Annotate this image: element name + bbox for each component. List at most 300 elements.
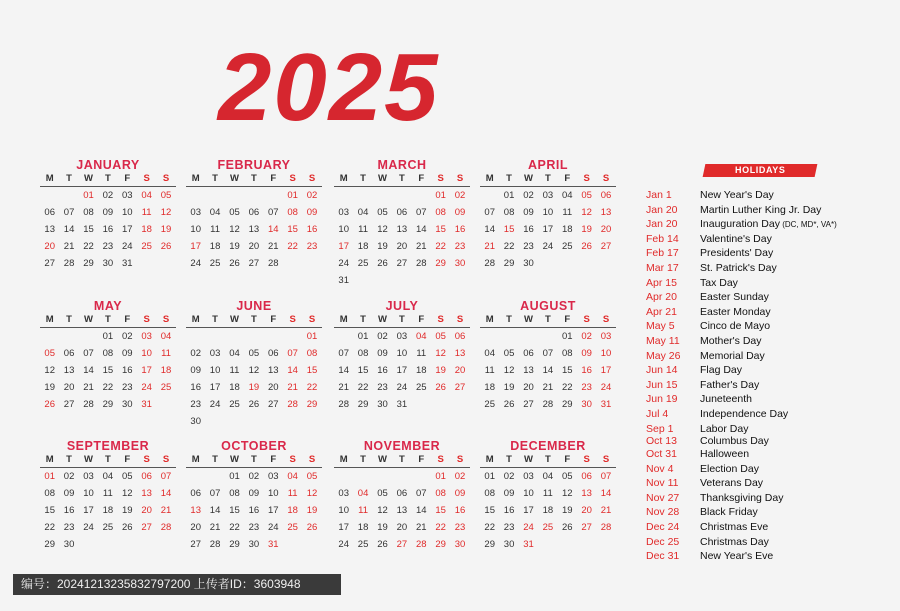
day-cell: 15: [561, 365, 573, 376]
day-cell: 25: [484, 399, 495, 410]
day-cell: 24: [523, 522, 534, 533]
day-cell: 30: [377, 399, 388, 410]
empty-cell: [480, 328, 499, 345]
day-cell: 11: [562, 207, 573, 218]
day-cell: 11: [358, 505, 369, 516]
day-cell: 14: [209, 505, 221, 516]
empty-cell: [392, 272, 411, 289]
empty-cell: [137, 536, 156, 553]
day-cell: 25: [141, 241, 152, 252]
day-cell: 05: [377, 207, 388, 218]
day-cell: 23: [306, 241, 318, 252]
day-cell: 19: [377, 241, 388, 252]
empty-cell: [450, 272, 469, 289]
day-cell: 16: [121, 365, 133, 376]
month-july: [334, 299, 470, 413]
weekday-header: [186, 173, 322, 187]
week-row: [480, 362, 616, 379]
weekday-label: S: [437, 314, 444, 325]
day-cell: 13: [396, 505, 408, 516]
week-row: [40, 221, 176, 238]
day-cell: 05: [44, 348, 55, 359]
day-cell: 14: [160, 488, 172, 499]
holiday-row: [646, 349, 896, 364]
holiday-row: [646, 188, 896, 203]
weekday-label: M: [45, 314, 54, 325]
week-row: [186, 536, 322, 553]
holiday-date: Nov 4: [646, 462, 674, 475]
day-cell: 02: [102, 190, 114, 201]
empty-cell: [79, 536, 98, 553]
month-february: [186, 158, 322, 272]
day-cell: 01: [435, 471, 446, 482]
day-cell: 10: [190, 224, 201, 235]
day-cell: 01: [306, 331, 318, 342]
weekday-label: S: [437, 454, 444, 465]
day-cell: 19: [121, 505, 133, 516]
holiday-name: [700, 349, 765, 364]
holiday-name: [700, 549, 773, 564]
week-row: [186, 519, 322, 536]
holiday-date: May 5: [646, 320, 675, 333]
holiday-row: [646, 276, 896, 291]
empty-cell: [156, 536, 175, 553]
weekday-header: [334, 173, 470, 187]
empty-cell: [98, 536, 117, 553]
day-cell: 05: [229, 207, 240, 218]
holiday-row: [646, 549, 896, 564]
day-cell: 17: [338, 522, 349, 533]
weekday-label: M: [191, 173, 200, 184]
day-cell: 15: [306, 365, 318, 376]
day-cell: 17: [542, 224, 554, 235]
watermark-footer: 编号：20241213235832797200 上传者ID：3603948: [13, 574, 341, 595]
day-cell: 03: [190, 207, 201, 218]
empty-cell: [186, 187, 205, 204]
day-cell: 08: [484, 488, 495, 499]
day-cell: 13: [63, 365, 75, 376]
week-row: [40, 396, 176, 413]
day-cell: 27: [454, 382, 466, 393]
holiday-date: Jan 20: [646, 218, 678, 231]
holiday-date: Jul 4: [646, 407, 669, 420]
day-cell: 16: [190, 382, 201, 393]
day-cell: 25: [287, 522, 298, 533]
day-cell: 10: [338, 505, 349, 516]
day-cell: 30: [454, 539, 466, 550]
week-row: [334, 328, 470, 345]
holiday-name-text: Black Friday: [700, 506, 758, 519]
day-cell: 12: [248, 365, 260, 376]
holiday-row: [646, 520, 896, 535]
day-cell: 31: [121, 258, 133, 269]
empty-cell: [353, 272, 372, 289]
day-cell: 01: [561, 331, 573, 342]
empty-cell: [205, 187, 224, 204]
day-cell: 17: [190, 241, 201, 252]
week-row: [334, 272, 470, 289]
day-cell: 27: [581, 522, 592, 533]
weekday-label: W: [229, 454, 239, 465]
day-cell: 15: [503, 224, 515, 235]
holiday-row: [646, 392, 896, 407]
holiday-name-text: Cinco de Mayo: [700, 320, 771, 333]
day-cell: 17: [338, 241, 349, 252]
holiday-row: [646, 305, 896, 320]
day-cell: 20: [267, 382, 279, 393]
day-cell: 12: [581, 207, 592, 218]
day-cell: 26: [44, 399, 55, 410]
day-cell: 14: [484, 224, 495, 235]
day-cell: 23: [454, 522, 466, 533]
day-cell: 23: [102, 241, 114, 252]
holiday-name: [700, 407, 788, 422]
day-cell: 28: [415, 258, 427, 269]
holiday-name-text: Tax Day: [700, 276, 738, 289]
day-cell: 10: [267, 488, 279, 499]
day-cell: 25: [542, 522, 554, 533]
day-cell: 12: [121, 488, 133, 499]
day-cell: 04: [141, 190, 152, 201]
holiday-name-text: Easter Sunday: [700, 291, 769, 304]
day-cell: 13: [581, 488, 592, 499]
weekday-label: M: [339, 314, 348, 325]
day-cell: 18: [160, 365, 172, 376]
day-cell: 24: [396, 382, 408, 393]
holiday-name: [700, 392, 752, 407]
day-cell: 25: [415, 382, 427, 393]
weekday-label: T: [66, 314, 72, 325]
day-cell: 04: [102, 471, 114, 482]
day-cell: 09: [102, 207, 114, 218]
weekday-label: T: [104, 454, 111, 465]
day-cell: 19: [581, 224, 592, 235]
holiday-name: [700, 476, 763, 491]
weekday-header: [186, 454, 322, 468]
holiday-name-text: Mother's Day: [700, 334, 762, 347]
day-cell: 25: [102, 522, 114, 533]
empty-cell: [353, 468, 372, 485]
day-cell: 16: [454, 224, 466, 235]
day-cell: 21: [63, 241, 75, 252]
weekday-label: T: [506, 173, 512, 184]
weekday-label: T: [398, 314, 405, 325]
day-cell: 06: [190, 488, 201, 499]
day-cell: 22: [561, 382, 573, 393]
week-row: [480, 396, 616, 413]
day-cell: 05: [248, 348, 260, 359]
day-cell: 06: [454, 331, 466, 342]
day-cell: 07: [484, 207, 495, 218]
day-cell: 22: [503, 241, 515, 252]
day-cell: 26: [229, 258, 240, 269]
weekday-label: S: [583, 454, 590, 465]
day-cell: 01: [229, 471, 240, 482]
weekday-label: W: [229, 173, 239, 184]
day-cell: 23: [523, 241, 534, 252]
weekday-label: S: [602, 173, 610, 184]
day-cell: 06: [396, 488, 408, 499]
weekday-label: F: [124, 173, 131, 184]
week-row: [480, 536, 616, 553]
day-cell: 30: [523, 258, 534, 269]
day-cell: 31: [267, 539, 279, 550]
weekday-label: S: [162, 173, 170, 184]
month-name: DECEMBER: [510, 439, 586, 453]
weekday-header: [480, 454, 616, 468]
day-cell: 27: [63, 399, 75, 410]
day-cell: 09: [306, 207, 318, 218]
week-row: [334, 221, 470, 238]
holiday-name-text: Columbus Day: [700, 435, 769, 448]
weekday-header: [480, 314, 616, 328]
holiday-name: [700, 491, 783, 506]
day-cell: 10: [83, 488, 94, 499]
day-cell: 25: [209, 258, 221, 269]
day-cell: 29: [102, 399, 114, 410]
weekday-label: T: [250, 173, 257, 184]
weekday-label: M: [45, 173, 54, 184]
empty-cell: [283, 255, 302, 272]
holiday-name-text: New Year's Day: [700, 189, 774, 201]
day-cell: 30: [581, 399, 592, 410]
holiday-row: [646, 232, 896, 247]
day-cell: 01: [503, 190, 515, 201]
day-cell: 20: [396, 522, 408, 533]
month-name: OCTOBER: [221, 439, 287, 453]
holiday-row: [646, 378, 896, 393]
holiday-name: [700, 505, 758, 520]
day-cell: 07: [83, 348, 94, 359]
day-cell: 14: [415, 505, 427, 516]
empty-cell: [334, 328, 353, 345]
week-row: [186, 328, 322, 345]
weekday-label: T: [104, 314, 111, 325]
week-row: [186, 468, 322, 485]
empty-cell: [40, 187, 59, 204]
holiday-name: [700, 276, 738, 291]
weekday-label: M: [485, 173, 494, 184]
day-cell: 04: [287, 471, 298, 482]
empty-cell: [186, 468, 205, 485]
day-cell: 29: [44, 539, 55, 550]
day-cell: 16: [581, 365, 592, 376]
week-row: [334, 238, 470, 255]
day-cell: 08: [44, 488, 55, 499]
holiday-date: Feb 17: [646, 247, 679, 260]
day-cell: 07: [415, 488, 427, 499]
week-row: [186, 485, 322, 502]
day-cell: 13: [396, 224, 408, 235]
day-cell: 12: [377, 224, 388, 235]
day-cell: 22: [306, 382, 318, 393]
day-cell: 02: [503, 471, 515, 482]
empty-cell: [412, 272, 431, 289]
day-cell: 07: [287, 348, 298, 359]
day-cell: 21: [415, 522, 427, 533]
day-cell: 17: [267, 505, 279, 516]
day-cell: 08: [83, 207, 94, 218]
holiday-name-text: Presidents' Day: [700, 247, 774, 260]
day-cell: 24: [141, 382, 152, 393]
weekday-label: T: [398, 454, 405, 465]
day-cell: 11: [416, 348, 427, 359]
day-cell: 31: [600, 399, 612, 410]
day-cell: 05: [306, 471, 318, 482]
weekday-label: M: [45, 454, 54, 465]
holiday-row: [646, 447, 896, 462]
empty-cell: [431, 272, 450, 289]
day-cell: 24: [338, 258, 349, 269]
day-cell: 26: [377, 258, 388, 269]
day-cell: 04: [415, 331, 427, 342]
month-name: APRIL: [528, 158, 568, 172]
week-row: [480, 255, 616, 272]
day-cell: 15: [102, 365, 114, 376]
day-cell: 14: [63, 224, 75, 235]
week-row: [334, 519, 470, 536]
empty-cell: [156, 255, 175, 272]
day-cell: 30: [102, 258, 114, 269]
week-row: [40, 502, 176, 519]
day-cell: 16: [248, 505, 260, 516]
holiday-name-text: Christmas Day: [700, 535, 769, 548]
day-cell: 02: [454, 471, 466, 482]
holiday-name-text: Halloween: [700, 448, 750, 461]
empty-cell: [137, 255, 156, 272]
week-row: [40, 379, 176, 396]
day-cell: 17: [141, 365, 152, 376]
weekday-label: W: [523, 454, 533, 465]
day-cell: 10: [600, 348, 612, 359]
empty-cell: [596, 255, 615, 272]
holiday-row: [646, 491, 896, 506]
day-cell: 13: [190, 505, 201, 516]
holiday-name-text: Father's Day: [700, 378, 760, 391]
holiday-row: [646, 334, 896, 349]
holiday-name: [700, 319, 770, 334]
weekday-label: T: [544, 314, 551, 325]
day-cell: 19: [44, 382, 55, 393]
day-cell: 18: [542, 505, 554, 516]
year-title: 2025: [218, 34, 440, 141]
day-cell: 28: [209, 539, 221, 550]
week-row: [186, 345, 322, 362]
day-cell: 11: [210, 224, 221, 235]
day-cell: 02: [121, 331, 133, 342]
day-cell: 12: [561, 488, 573, 499]
empty-cell: [264, 328, 283, 345]
empty-cell: [450, 396, 469, 413]
day-cell: 02: [63, 471, 75, 482]
holiday-row: [646, 203, 896, 218]
weekday-label: T: [66, 454, 72, 465]
day-cell: 27: [141, 522, 152, 533]
day-cell: 05: [435, 331, 446, 342]
month-name: SEPTEMBER: [66, 439, 150, 453]
day-cell: 24: [600, 382, 612, 393]
day-cell: 22: [287, 241, 298, 252]
weekday-label: T: [212, 454, 218, 465]
weekday-label: S: [308, 173, 316, 184]
day-cell: 03: [542, 190, 554, 201]
day-cell: 06: [523, 348, 534, 359]
day-cell: 15: [229, 505, 240, 516]
month-december: [480, 439, 616, 553]
weekday-label: M: [339, 454, 348, 465]
day-cell: 28: [338, 399, 349, 410]
day-cell: 20: [63, 382, 75, 393]
month-january: [40, 158, 176, 272]
weekday-label: W: [83, 454, 93, 465]
week-row: [40, 238, 176, 255]
holidays-header-label: HOLIDAYS: [734, 165, 786, 175]
day-cell: 11: [358, 224, 369, 235]
holiday-row: [646, 476, 896, 491]
holiday-date: Jun 15: [646, 378, 678, 391]
day-cell: 02: [377, 331, 388, 342]
week-row: [186, 204, 322, 221]
day-cell: 11: [141, 207, 152, 218]
week-row: [480, 328, 616, 345]
holiday-name: [700, 203, 821, 218]
week-row: [40, 536, 176, 553]
holiday-name-text: Thanksgiving Day: [700, 491, 784, 504]
day-cell: 30: [121, 399, 133, 410]
empty-cell: [519, 328, 538, 345]
day-cell: 12: [44, 365, 55, 376]
day-cell: 27: [523, 399, 534, 410]
day-cell: 05: [561, 471, 573, 482]
week-row: [40, 362, 176, 379]
weekday-label: W: [377, 454, 387, 465]
holiday-row: [646, 462, 896, 477]
day-cell: 29: [83, 258, 94, 269]
day-cell: 28: [415, 539, 427, 550]
day-cell: 16: [523, 224, 534, 235]
day-cell: 20: [396, 241, 408, 252]
day-cell: 14: [415, 224, 427, 235]
day-cell: 23: [581, 382, 592, 393]
weekday-label: F: [270, 314, 277, 325]
day-cell: 05: [160, 190, 172, 201]
weekday-label: F: [564, 454, 571, 465]
day-cell: 12: [160, 207, 172, 218]
day-cell: 22: [44, 522, 55, 533]
day-cell: 31: [396, 399, 408, 410]
day-cell: 25: [357, 258, 369, 269]
week-row: [480, 519, 616, 536]
empty-cell: [558, 536, 577, 553]
day-cell: 07: [600, 471, 612, 482]
day-cell: 27: [600, 241, 612, 252]
week-row: [480, 485, 616, 502]
holiday-date: Nov 11: [646, 477, 679, 490]
day-cell: 18: [102, 505, 114, 516]
weekday-label: T: [360, 314, 366, 325]
empty-cell: [373, 272, 392, 289]
day-cell: 27: [396, 258, 408, 269]
weekday-header: [40, 454, 176, 468]
day-cell: 30: [190, 416, 201, 427]
weekday-label: S: [308, 314, 316, 325]
day-cell: 14: [83, 365, 94, 376]
holiday-row: [646, 290, 896, 305]
holiday-date: Dec 25: [646, 535, 680, 548]
day-cell: 19: [160, 224, 172, 235]
day-cell: 01: [435, 190, 446, 201]
day-cell: 27: [267, 399, 279, 410]
